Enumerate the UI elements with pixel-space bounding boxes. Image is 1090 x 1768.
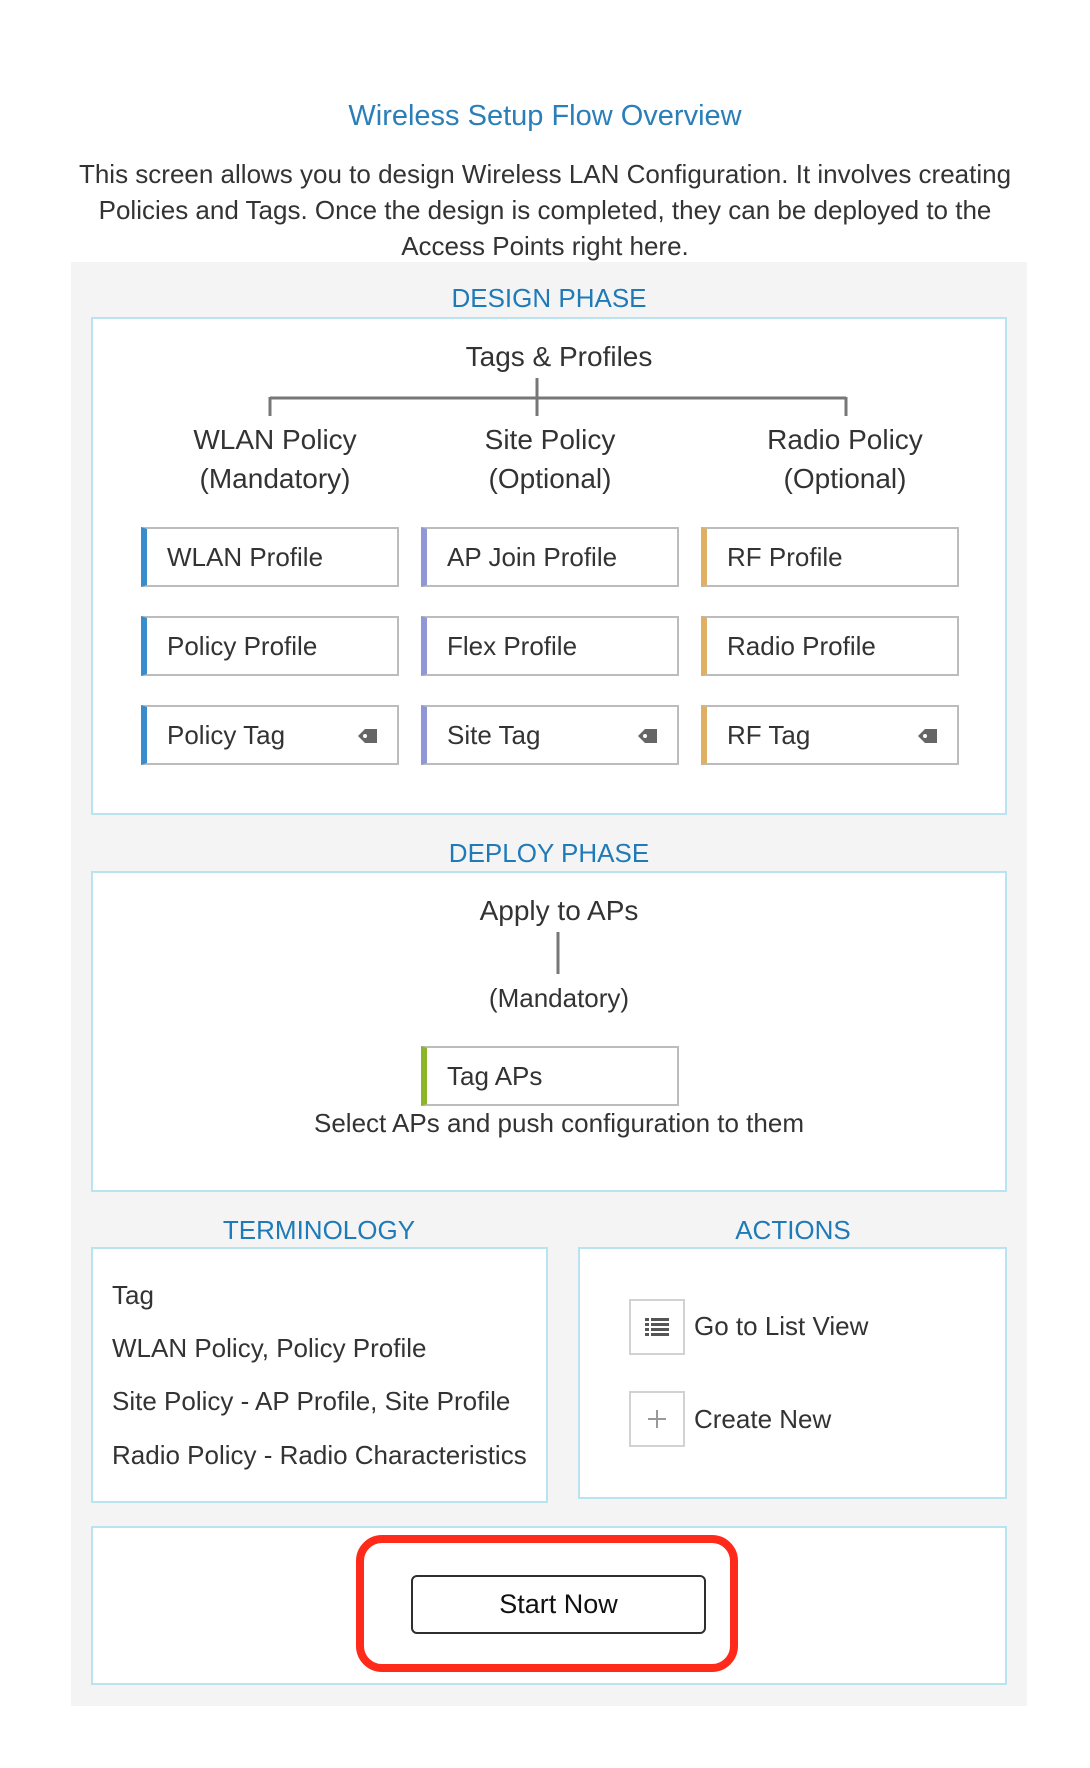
wlan-policy-heading xyxy=(155,420,395,498)
rf-profile-item[interactable]: RF Profile xyxy=(701,527,959,587)
site-policy-name: Site Policy xyxy=(484,424,616,455)
create-new-icon-button[interactable] xyxy=(629,1391,685,1447)
deploy-qualifier: (Mandatory) xyxy=(488,983,630,1013)
tag-aps-item[interactable]: Tag APs xyxy=(421,1046,679,1106)
tag-icon xyxy=(357,727,379,745)
term-site-policy: Site Policy - AP Profile, Site Profile xyxy=(112,1386,511,1416)
intro-line-1: This screen allows you to design Wireless LAN Configuration. It involves creating xyxy=(78,159,1012,189)
site-policy-heading xyxy=(430,420,670,498)
design-tree-connector xyxy=(91,372,1007,418)
radio-policy-qualifier: (Optional) xyxy=(783,463,907,494)
wlan-profile-item[interactable]: WLAN Profile xyxy=(141,527,399,587)
policy-tag-item[interactable] xyxy=(141,705,399,765)
create-new-link[interactable]: Create New xyxy=(694,1404,832,1434)
tag-icon xyxy=(917,727,939,745)
radio-policy-name: Radio Policy xyxy=(767,424,923,455)
intro-line-2: Policies and Tags. Once the design is completed, they can be deployed to the xyxy=(98,195,992,225)
intro-line-3: Access Points right here. xyxy=(401,231,689,261)
design-phase-title: DESIGN PHASE xyxy=(451,283,647,313)
term-tag: Tag xyxy=(112,1280,154,1310)
terminology-title: TERMINOLOGY xyxy=(222,1215,416,1245)
radio-policy-heading xyxy=(725,420,965,498)
list-icon xyxy=(631,1301,683,1353)
policy-tag-label: Policy Tag xyxy=(167,720,286,750)
term-wlan-policy: WLAN Policy, Policy Profile xyxy=(112,1333,427,1363)
actions-title: ACTIONS xyxy=(735,1215,851,1245)
apply-to-aps-label: Apply to APs xyxy=(479,895,639,926)
site-tag-label: Site Tag xyxy=(447,720,541,750)
tags-profiles-label: Tags & Profiles xyxy=(465,341,653,372)
deploy-phase-title: DEPLOY PHASE xyxy=(448,838,650,868)
start-now-button[interactable]: Start Now xyxy=(411,1575,706,1634)
policy-profile-item[interactable]: Policy Profile xyxy=(141,616,399,676)
plus-icon xyxy=(631,1393,683,1445)
deploy-description: Select APs and push configuration to them xyxy=(314,1108,804,1138)
term-radio-policy: Radio Policy - Radio Characteristics xyxy=(112,1440,527,1470)
page-title: Wireless Setup Flow Overview xyxy=(348,100,742,132)
rf-tag-label: RF Tag xyxy=(727,720,811,750)
go-to-list-view-link[interactable]: Go to List View xyxy=(694,1311,869,1341)
actions-box xyxy=(578,1247,1007,1499)
deploy-connector xyxy=(555,932,561,974)
flex-profile-item[interactable]: Flex Profile xyxy=(421,616,679,676)
site-tag-item[interactable] xyxy=(421,705,679,765)
rf-tag-item[interactable] xyxy=(701,705,959,765)
list-view-icon-button[interactable] xyxy=(629,1299,685,1355)
wlan-policy-qualifier: (Mandatory) xyxy=(199,463,351,494)
intro-text xyxy=(60,156,1030,264)
wlan-policy-name: WLAN Policy xyxy=(193,424,357,455)
site-policy-qualifier: (Optional) xyxy=(488,463,612,494)
ap-join-profile-item[interactable]: AP Join Profile xyxy=(421,527,679,587)
tag-icon xyxy=(637,727,659,745)
radio-profile-item[interactable]: Radio Profile xyxy=(701,616,959,676)
